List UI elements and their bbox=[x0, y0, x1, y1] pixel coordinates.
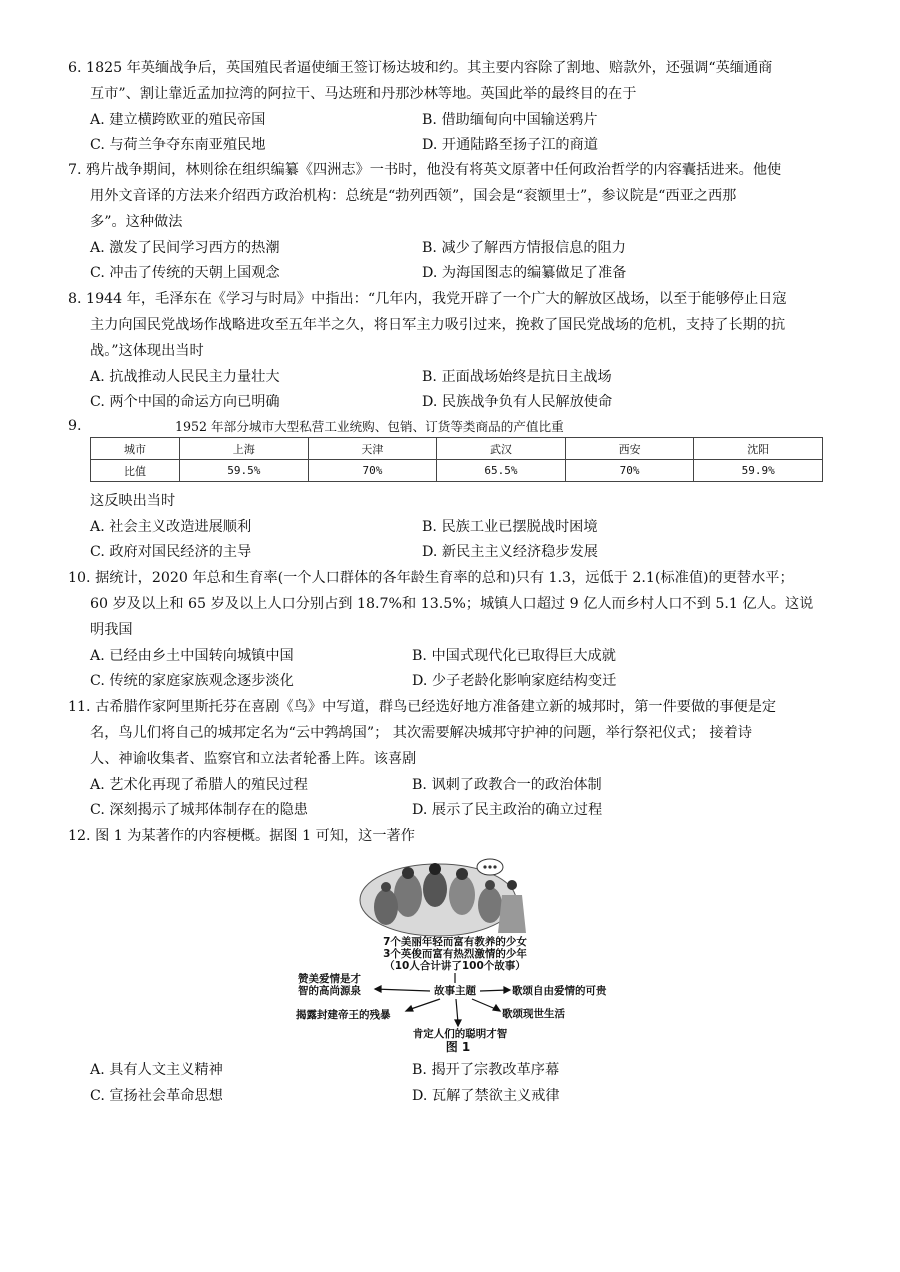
table-row bbox=[91, 460, 823, 482]
q9-table-title: 1952 年部分城市大型私营工业统购、包销、订货等类商品的产值比重 bbox=[175, 419, 564, 434]
figure-center: 故事主题 bbox=[434, 985, 476, 997]
table-row bbox=[91, 438, 823, 460]
q8-stem-line2: 主力向国民党战场作战略进攻至五年半之久，将日军主力吸引过来，挽救了国民党战场的危机，支持了长期的抗 bbox=[90, 317, 786, 333]
q7-stem-line2: 用外文音译的方法来介绍西方政治机构：总统是“勃列西领”，国会是“衮额里士”，参议院是“西亚之西那 bbox=[90, 188, 737, 204]
q11-option-c: C. 深刻揭示了城邦体制存在的隐患 bbox=[90, 802, 308, 818]
table-header-city: 天津 bbox=[308, 438, 437, 460]
q11-option-a: A. 艺术化再现了希腊人的殖民过程 bbox=[90, 777, 308, 793]
figure-right-bottom: 歌颂现世生活 bbox=[502, 1008, 565, 1020]
q9-option-a: A. 社会主义改造进展顺利 bbox=[90, 519, 252, 535]
figure-left-bottom: 揭露封建帝王的残暴 bbox=[296, 1009, 391, 1021]
q8-option-b: B. 正面战场始终是抗日主战场 bbox=[422, 369, 612, 385]
table-cell-value: 70% bbox=[565, 460, 694, 482]
q6-stem-line2: 互市”、割让靠近孟加拉湾的阿拉干、马达班和丹那沙林等地。英国此举的最终目的在于 bbox=[90, 86, 637, 102]
illustration bbox=[360, 859, 526, 936]
q8-option-d: D. 民族战争负有人民解放使命 bbox=[422, 394, 613, 410]
q12-option-a: A. 具有人文主义精神 bbox=[90, 1062, 223, 1078]
figure-arrows bbox=[375, 973, 510, 1026]
q9-option-c: C. 政府对国民经济的主导 bbox=[90, 544, 252, 560]
q10-option-d: D. 少子老龄化影响家庭结构变迁 bbox=[412, 673, 617, 689]
q12-option-c: C. 宣扬社会革命思想 bbox=[90, 1088, 223, 1104]
figure-right-top: 歌颂自由爱情的可贵 bbox=[512, 985, 607, 997]
q11-stem-line1: 11. 古希腊作家阿里斯托芬在喜剧《鸟》中写道，群鸟已经选好地方准备建立新的城邦时，第一件要做的事便是定 bbox=[68, 699, 777, 715]
q10-option-c: C. 传统的家庭家族观念逐步淡化 bbox=[90, 673, 294, 689]
q12-option-d: D. 瓦解了禁欲主义戒律 bbox=[412, 1088, 560, 1104]
q9-data-table bbox=[90, 437, 823, 482]
table-cell-value: 70% bbox=[308, 460, 437, 482]
q9-option-b: B. 民族工业已摆脱战时困境 bbox=[422, 519, 598, 535]
q8-option-a: A. 抗战推动人民民主力量壮大 bbox=[90, 369, 280, 385]
q10-stem-line2: 60 岁及以上和 65 岁及以上人口分别占到 18.7%和 13.5%；城镇人口超过 9 亿人而乡村人口不到 5.1 亿人。这说 bbox=[90, 596, 814, 612]
table-cell-value: 59.9% bbox=[694, 460, 823, 482]
table-cell-value: 59.5% bbox=[180, 460, 309, 482]
q12-option-b: B. 揭开了宗教改革序幕 bbox=[412, 1062, 560, 1078]
figure-top-line1: 7个美丽年轻而富有教养的少女 bbox=[383, 936, 527, 948]
table-header-city: 沈阳 bbox=[694, 438, 823, 460]
figure-left-top-line1: 赞美爱情是才 bbox=[298, 973, 361, 985]
q12-stem-line1: 12. 图 1 为某著作的内容梗概。据图 1 可知，这一著作 bbox=[68, 828, 415, 844]
table-cell-value: 65.5% bbox=[437, 460, 566, 482]
q11-stem-line3: 人、神谕收集者、监察官和立法者轮番上阵。该喜剧 bbox=[90, 751, 417, 767]
figure-top-line3: （10人合计讲了100个故事） bbox=[384, 960, 526, 972]
q8-stem-line1: 8. 1944 年，毛泽东在《学习与时局》中指出：“几年内，我党开辟了一个广大的解放区战场，以至于能够停止日寇 bbox=[68, 291, 787, 307]
figure-left-top-line2: 智的高尚源泉 bbox=[298, 985, 361, 997]
q8-stem-line3: 战。”这体现出当时 bbox=[90, 343, 204, 359]
q10-option-b: B. 中国式现代化已取得巨大成就 bbox=[412, 648, 616, 664]
q7-option-c: C. 冲击了传统的天朝上国观念 bbox=[90, 265, 280, 281]
figure-caption: 图 1 bbox=[445, 1040, 471, 1054]
table-header-city: 上海 bbox=[180, 438, 309, 460]
table-value-label: 比值 bbox=[91, 460, 180, 482]
q8-option-c: C. 两个中国的命运方向已明确 bbox=[90, 394, 280, 410]
q10-stem-line1: 10. 据统计，2020 年总和生育率(一个人口群体的各年龄生育率的总和)只有 1.3，远低于 2.1(标准值)的更替水平； bbox=[68, 570, 794, 586]
q6-option-c: C. 与荷兰争夺东南亚殖民地 bbox=[90, 137, 266, 153]
q11-option-b: B. 讽刺了政教合一的政治体制 bbox=[412, 777, 602, 793]
q11-stem-line2: 名，鸟儿们将自己的城邦定名为“云中鹁鸪国”； 其次需要解决城邦守护神的问题，举行祭祀仪式； 接着诗 bbox=[90, 725, 752, 741]
q6-option-a: A. 建立横跨欧亚的殖民帝国 bbox=[90, 112, 266, 128]
figure-top-line2: 3个英俊而富有热烈激情的少年 bbox=[383, 948, 527, 960]
q10-option-a: A. 已经由乡土中国转向城镇中国 bbox=[90, 648, 294, 664]
q6-stem-line1: 6. 1825 年英缅战争后，英国殖民者逼使缅王签订杨达坡和约。其主要内容除了割地、赔款外，还强调“英缅通商 bbox=[68, 60, 773, 76]
q7-stem-line1: 7. 鸦片战争期间，林则徐在组织编纂《四洲志》一书时，他没有将英文原著中任何政治哲学的内容囊括进来。他使 bbox=[68, 162, 782, 178]
table-header-label: 城市 bbox=[91, 438, 180, 460]
q9-option-d: D. 新民主主义经济稳步发展 bbox=[422, 544, 598, 560]
q7-stem-line3: 多”。这种做法 bbox=[90, 214, 183, 230]
q9-stem: 这反映出当时 bbox=[90, 493, 176, 509]
q7-option-a: A. 激发了民间学习西方的热潮 bbox=[90, 240, 280, 256]
q10-stem-line3: 明我国 bbox=[90, 622, 133, 638]
table-header-city: 西安 bbox=[565, 438, 694, 460]
table-header-city: 武汉 bbox=[437, 438, 566, 460]
q6-option-b: B. 借助缅甸向中国输送鸦片 bbox=[422, 112, 598, 128]
q9-number: 9. bbox=[68, 418, 82, 434]
figure-bottom: 肯定人们的聪明才智 bbox=[412, 1028, 508, 1040]
q7-option-b: B. 减少了解西方情报信息的阻力 bbox=[422, 240, 626, 256]
figure-1 bbox=[290, 855, 620, 1055]
q6-option-d: D. 开通陆路至扬子江的商道 bbox=[422, 137, 598, 153]
q7-option-d: D. 为海国图志的编纂做足了准备 bbox=[422, 265, 627, 281]
q11-option-d: D. 展示了民主政治的确立过程 bbox=[412, 802, 603, 818]
